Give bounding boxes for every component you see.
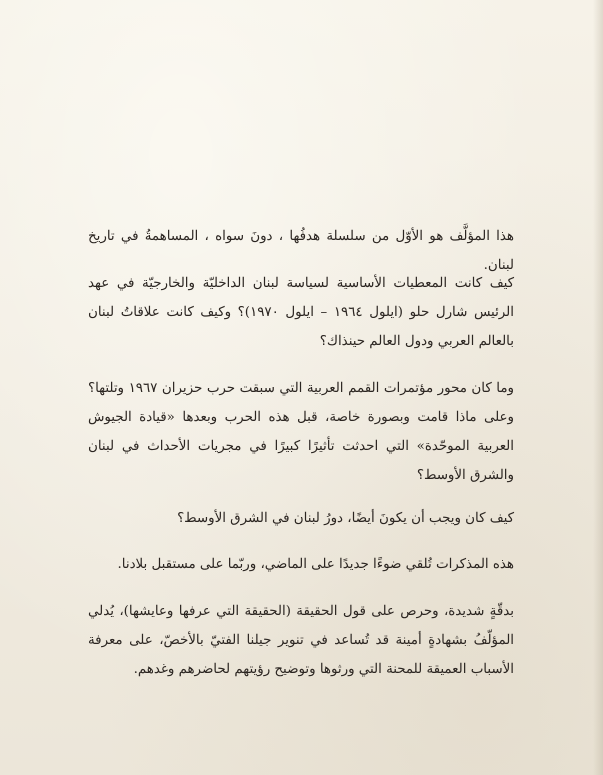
paragraph-politics-question: كيف كانت المعطيات الأساسية لسياسة لبنان الداخليّة والخارجيّة في عهد الرئيس شارل حلو (ايلول ١٩٦٤ – ايلول ١٩٧٠)؟ وكيف كانت علاقاتُ لبنان بالعالم العربي ودول العالم حينذاك؟	[88, 276, 514, 349]
paragraph-lebanon-role-question: كيف كان ويجب أن يكونَ أيضًا، دورُ لبنان في الشرق الأوسط؟	[177, 511, 514, 526]
page-edge-shadow	[593, 0, 603, 775]
paragraph-arab-summits-question: وما كان محور مؤتمرات القمم العربية التي سبقت حرب حزيران ١٩٦٧ وتلتها؟ وعلى ماذا قامت وبصورة خاصة، قبل هذه الحرب وبعدها «قيادة الجيوش العربية الموحّدة» التي احدثت تأثيرًا كبيرًا في مجريات الأحداث في لبنان والشرق الأوسط؟	[88, 381, 514, 483]
paragraph-memoirs-light: هذه المذكرات تُلقي ضوءًا جديدًا على الماضي، وربّما على مستقبل بلادنا.	[117, 557, 514, 572]
paragraph-intro: هذا المؤلَّف هو الأوّل من سلسلة هدفُها ، دونَ سواه ، المساهمةُ في تاريخ لبنان.	[88, 229, 514, 273]
paragraph-author-testimony: بدقّةٍ شديدة، وحرص على قول الحقيقة (الحقيقة التي عرفها وعايشها)، يُدلي المؤلّفُ بشهادةٍ أمينة قد تُساعد في تنوير جيلنا الفتيّ بالأخصّ، على معرفة الأسباب العميقة للمحنة التي ورثوها وتوضيح رؤيتهم لحاضرهم وغدهم.	[88, 604, 514, 677]
